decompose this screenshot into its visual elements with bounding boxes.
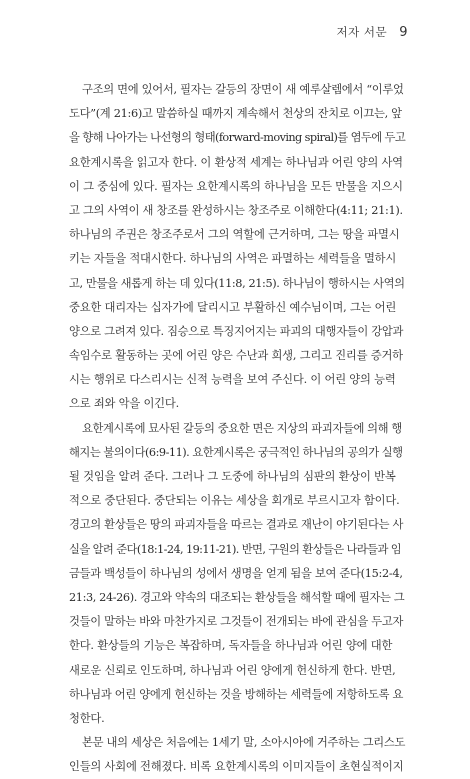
text-line: 하나님의 주권은 창조주로서 그의 역할에 근거하며, 그는 땅을 파멸시 bbox=[69, 228, 400, 242]
running-header bbox=[336, 24, 408, 40]
text-line: 고 그의 사역이 새 창조를 완성하시는 창조주로 이해한다(4:11; 21:1). bbox=[69, 203, 403, 217]
text-line: 구조의 면에 있어서, 필자는 갈등의 장면이 새 예루살렘에서 “이루었 bbox=[82, 83, 404, 96]
text-line: 실을 알려 준다(18:1-24, 19:11-21). 반면, 구원의 환상들은 나라들과 임 bbox=[69, 542, 402, 556]
text-line: 인들의 사회에 전해졌다. 비록 요한계시록의 이미지들이 초현실적이지 bbox=[69, 760, 404, 774]
text-line: 고, 만물을 새롭게 하는 데 있다(11:8, 21:5). 하나님이 행하시는 사역의 bbox=[69, 276, 405, 290]
text-line: 적으로 중단된다. 중단되는 이유는 세상을 회개로 부르시고자 함이다. bbox=[69, 494, 400, 508]
text-line: 해지는 불의이다(6:9-11). 요한계시록은 궁극적인 하나님의 공의가 실행 bbox=[69, 445, 403, 459]
text-line: 새로운 신뢰로 인도하며, 하나님과 어린 양에게 헌신하게 한다. 반면, bbox=[69, 663, 396, 677]
text-line: 것들이 말하는 바와 마찬가지로 그것들이 전개되는 바에 관심을 두고자 bbox=[69, 615, 404, 629]
body-text bbox=[69, 78, 405, 779]
text-line: 시는 행위로 다스리시는 신적 능력을 보여 주신다. 이 어린 양의 능력 bbox=[69, 373, 396, 387]
text-line: 양으로 그려져 있다. 짐승으로 특징지어지는 파괴의 대행자들이 강압과 bbox=[69, 324, 404, 338]
text-line: 중요한 대리자는 십자가에 달리시고 부활하신 예수님이며, 그는 어린 bbox=[69, 300, 397, 314]
text-line: 본문 내의 세상은 처음에는 1세기 말, 소아시아에 거주하는 그리스도 bbox=[82, 736, 406, 750]
text-line: 키는 자들을 적대시한다. 하나님의 사역은 파멸하는 세력들을 멸하시 bbox=[69, 252, 397, 266]
text-line: 금들과 백성들이 하나님의 성에서 생명을 얻게 됨을 보여 준다(15:2-4, bbox=[69, 566, 403, 580]
text-line: 하나님과 어린 양에게 헌신하는 것을 방해하는 세력들에 저항하도록 요 bbox=[69, 687, 404, 701]
page-number: 9 bbox=[399, 25, 408, 40]
text-line: 으로 죄와 악을 이긴다. bbox=[69, 397, 179, 411]
text-line: 이 그 중심에 있다. 필자는 요한계시록의 하나님을 모든 만물을 지으시 bbox=[69, 179, 403, 193]
running-header-title: 저자 서문 bbox=[336, 25, 388, 39]
text-line: 한다. 환상들의 기능은 복잡하며, 독자들을 하나님과 어린 양에 대한 bbox=[69, 639, 393, 653]
text-line: 요한계시록에 묘사된 갈등의 중요한 면은 지상의 파괴자들에 의해 행 bbox=[82, 421, 402, 435]
text-line: 청한다. bbox=[69, 711, 105, 725]
text-line: 요한계시록을 읽고자 한다. 이 환상적 세계는 하나님과 어린 양의 사역 bbox=[69, 155, 403, 169]
text-line: 도다”(계 21:6)고 말씀하실 때까지 계속해서 천상의 잔치로 이끄는, 앞 bbox=[69, 107, 402, 121]
text-line: 속임수로 활동하는 곳에 어린 양은 수난과 희생, 그리고 진리를 증거하 bbox=[69, 349, 403, 363]
text-line: 을 향해 나아가는 나선형의 형태(forward-moving spiral)를 염두에 두고 bbox=[69, 131, 406, 145]
text-line: 경고의 환상들은 땅의 파괴자들을 따르는 결과로 재난이 야기된다는 사 bbox=[69, 518, 404, 532]
text-line: 될 것임을 알려 준다. 그러나 그 도중에 하나님의 심판의 환상이 반복 bbox=[69, 470, 396, 483]
text-line: 21:3, 24-26). 경고와 약속의 대조되는 환상들을 해석할 때에 필자는 그 bbox=[69, 590, 405, 604]
